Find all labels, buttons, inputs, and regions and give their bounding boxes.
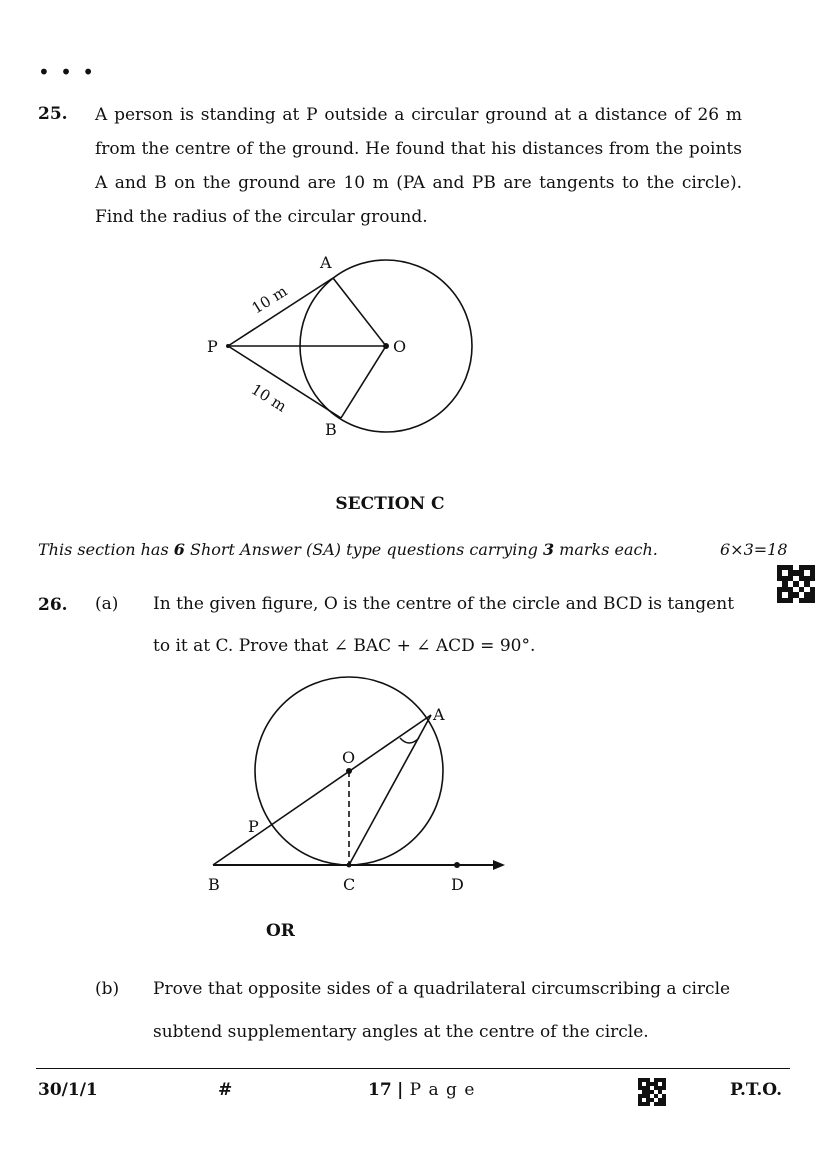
line-ba: [213, 715, 431, 865]
note-text-mid: Short Answer (SA) type questions carrying: [184, 540, 543, 559]
question-26-part-b-label: (b): [95, 979, 120, 999]
or-separator: OR: [266, 921, 295, 941]
figure-q26-tangent: [195, 670, 515, 900]
label-a: A: [433, 705, 445, 724]
point-p: [226, 344, 230, 348]
question-26a-line-2: to it at C. Prove that ∠ BAC + ∠ ACD = 90°.: [153, 636, 536, 656]
point-c: [347, 863, 352, 868]
page-separator: |: [397, 1080, 404, 1100]
figure-q25-tangents: [190, 240, 490, 445]
radius-ob: [341, 346, 386, 418]
question-25-text: A person is standing at P outside a circular ground at a distance of 26 m from the centre of the ground. He found that his distances from the points A and B on the ground are 10 m (PA and PB are tangents to the circle). Find the radius of the circular ground.: [95, 105, 742, 227]
footer-paper-code: 30/1/1: [38, 1080, 98, 1100]
label-b: B: [325, 420, 337, 439]
section-c-title: SECTION C: [335, 494, 445, 514]
label-p: P: [248, 817, 259, 836]
point-d: [454, 862, 460, 868]
page-word: P a g e: [409, 1080, 476, 1100]
label-a: A: [320, 253, 332, 272]
label-pb-length: 10 m: [247, 380, 290, 416]
note-text-post: marks each.: [554, 540, 658, 559]
question-26-part-a-label: (a): [95, 594, 119, 614]
question-26a-line-1: In the given figure, O is the centre of the circle and BCD is tangent: [153, 594, 735, 614]
question-26b-line-1: Prove that opposite sides of a quadrilateral circumscribing a circle: [153, 979, 731, 999]
centre-point-o: [383, 343, 389, 349]
section-c-note: [38, 540, 698, 559]
qr-code-icon-side: [777, 565, 815, 603]
note-marks: 3: [542, 540, 555, 559]
page-number: 17: [368, 1080, 392, 1100]
question-26b-line-2: subtend supplementary angles at the centre of the circle.: [153, 1022, 649, 1042]
header-dots: • • •: [38, 60, 97, 84]
label-pa-length: 10 m: [248, 281, 291, 318]
section-c-total-marks: 6×3=18: [720, 540, 788, 559]
question-25-number: 25.: [38, 104, 68, 124]
arrow-head-icon: [493, 860, 505, 870]
qr-code-icon-footer: [638, 1078, 666, 1106]
radius-oa: [333, 278, 386, 346]
footer-hash: #: [218, 1080, 233, 1100]
label-d: D: [451, 875, 464, 894]
label-o: O: [342, 748, 356, 767]
label-c: C: [343, 875, 356, 894]
chord-ac: [349, 715, 431, 865]
footer-pto: P.T.O.: [730, 1080, 782, 1100]
label-o: O: [393, 337, 407, 356]
note-count: 6: [173, 540, 185, 559]
label-p: P: [207, 337, 218, 356]
note-text-pre: This section has: [38, 540, 174, 559]
label-b: B: [208, 875, 220, 894]
footer-page: [368, 1080, 475, 1100]
centre-point-o: [346, 768, 352, 774]
footer-rule: [36, 1068, 790, 1069]
question-26-number: 26.: [38, 595, 68, 615]
